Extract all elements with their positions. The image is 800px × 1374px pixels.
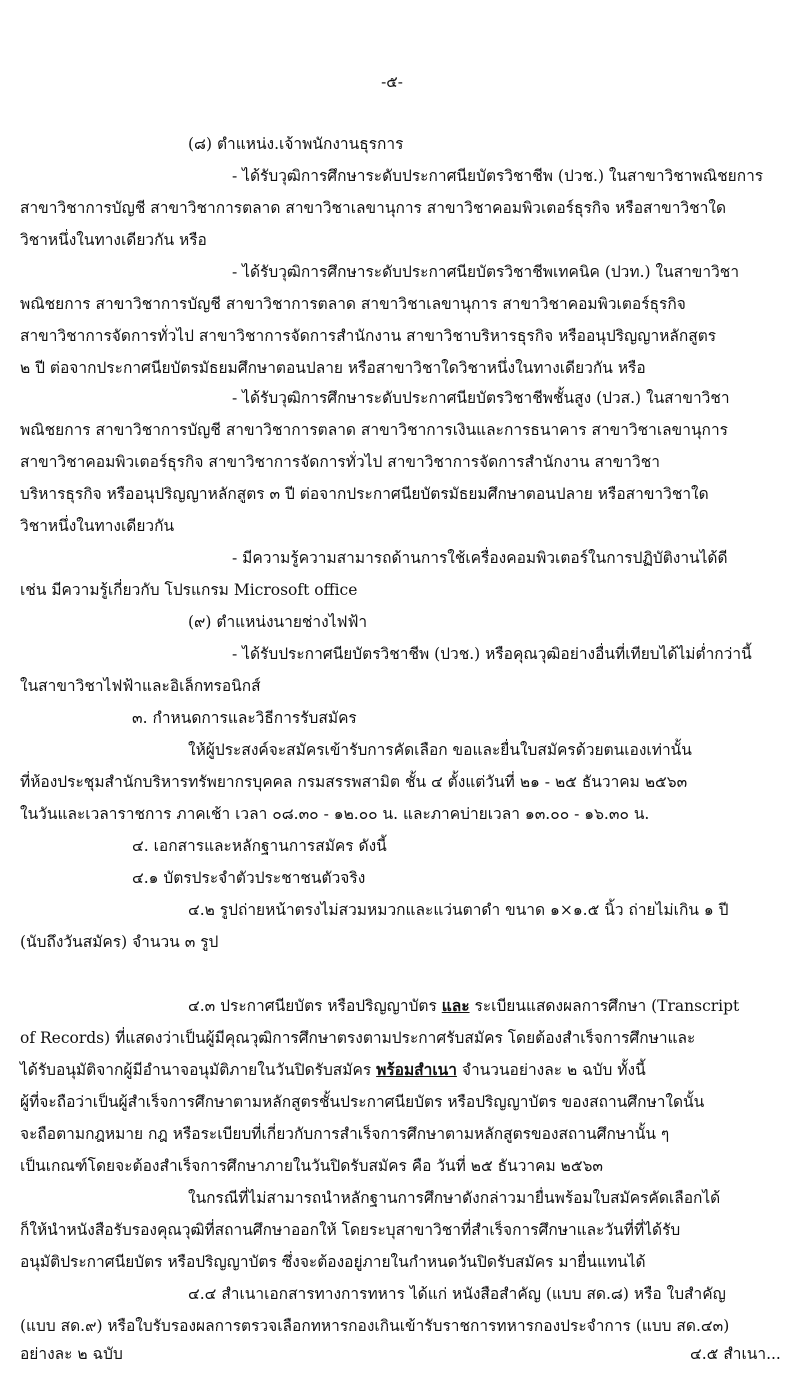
section-9-title: (๙) ตำแหน่งนายช่างไฟฟ้า	[188, 613, 368, 631]
paragraph-line: อย่างละ ๒ ฉบับ	[20, 1345, 123, 1363]
paragraph-line: วิชาหนึ่งในทางเดียวกัน	[20, 517, 175, 535]
page-number: -๕-	[381, 73, 403, 91]
paragraph-line: อนุมัติประกาศนียบัตร หรือปริญญาบัตร ซึ่งจะต้องอยู่ภายในกำหนดวันปิดรับสมัคร มายื่นแทนได้	[20, 1253, 646, 1271]
paragraph-line: สาขาวิชาคอมพิวเตอร์ธุรกิจ สาขาวิชาการจัดการทั่วไป สาขาวิชาการจัดการสำนักงาน สาขาวิชา	[20, 453, 660, 471]
paragraph-line: ก็ให้นำหนังสือรับรองคุณวุฒิที่สถานศึกษาออกให้ โดยระบุสาขาวิชาที่สำเร็จการศึกษาและวันที่ที่ได้รับ	[20, 1221, 681, 1239]
paragraph-line: เช่น มีความรู้เกี่ยวกับ โปรแกรม Microsoft office	[20, 581, 358, 599]
list-item: ๔.๒ รูปถ่ายหน้าตรงไม่สวมหมวกและแว่นตาดำ ขนาด ๑×๑.๕ นิ้ว ถ่ายไม่เกิน ๑ ปี	[188, 901, 729, 919]
paragraph-line: - ได้รับวุฒิการศึกษาระดับประกาศนียบัตรวิชาชีพเทคนิค (ปวท.) ในสาขาวิชา	[232, 263, 740, 281]
paragraph-line: of Records) ที่แสดงว่าเป็นผู้มีคุณวุฒิการศึกษาตรงตามประกาศรับสมัคร โดยต้องสำเร็จการศึกษาและ	[20, 1029, 696, 1047]
text-run: ได้รับอนุมัติจากผู้มีอำนาจอนุมัติภายในวันปิดรับสมัคร	[20, 1061, 377, 1079]
paragraph-line: พณิชยการ สาขาวิชาการบัญชี สาขาวิชาการตลาด สาขาวิชาการเงินและการธนาคาร สาขาวิชาเลขานุการ	[20, 421, 728, 439]
paragraph-line: เป็นเกณฑ์โดยจะต้องสำเร็จการศึกษาภายในวันปิดรับสมัคร คือ วันที่ ๒๕ ธันวาคม ๒๕๖๓	[20, 1157, 604, 1175]
paragraph-line: - มีความรู้ความสามารถด้านการใช้เครื่องคอมพิวเตอร์ในการปฏิบัติงานได้ดี	[232, 549, 728, 567]
paragraph-line: วิชาหนึ่งในทางเดียวกัน หรือ	[20, 231, 207, 249]
paragraph-line: ๒ ปี ต่อจากประกาศนียบัตรมัธยมศึกษาตอนปลาย หรือสาขาวิชาใดวิชาหนึ่งในทางเดียวกัน หรือ	[20, 359, 646, 377]
paragraph-line: ผู้ที่จะถือว่าเป็นผู้สำเร็จการศึกษาตามหลักสูตรชั้นประกาศนียบัตร หรือปริญญาบัตร ของสถานศึกษาใดนั้น	[20, 1093, 705, 1111]
paragraph-line: ให้ผู้ประสงค์จะสมัครเข้ารับการคัดเลือก ขอและยื่นใบสมัครด้วยตนเองเท่านั้น	[188, 741, 692, 759]
paragraph-line: ในวันและเวลาราชการ ภาคเช้า เวลา ๐๘.๓๐ - ๑๒.๐๐ น. และภาคบ่ายเวลา ๑๓.๐๐ - ๑๖.๓๐ น.	[20, 805, 650, 823]
paragraph-line: - ได้รับวุฒิการศึกษาระดับประกาศนียบัตรวิชาชีพชั้นสูง (ปวส.) ในสาขาวิชา	[232, 389, 730, 407]
text-run: จำนวนอย่างละ ๒ ฉบับ ทั้งนี้	[456, 1061, 646, 1079]
paragraph-line: - ได้รับวุฒิการศึกษาระดับประกาศนียบัตรวิชาชีพ (ปวช.) ในสาขาวิชาพณิชยการ	[232, 167, 764, 185]
section-3-title: ๓. กำหนดการและวิธีการรับสมัคร	[132, 709, 357, 727]
paragraph-line: (แบบ สด.๙) หรือใบรับรองผลการตรวจเลือกทหารกองเกินเข้ารับราชการทหารกองประจำการ (แบบ สด.๔๓)	[20, 1317, 730, 1335]
paragraph-line	[20, 1060, 646, 1080]
list-item	[188, 996, 739, 1016]
emphasis-with-copy: พร้อมสำเนา	[376, 1060, 457, 1079]
emphasis-and: และ	[441, 996, 470, 1015]
list-item: ๔.๔ สำเนาเอกสารทางการทหาร ได้แก่ หนังสือสำคัญ (แบบ สด.๘) หรือ ใบสำคัญ	[188, 1285, 726, 1303]
paragraph-line: ในกรณีที่ไม่สามารถนำหลักฐานการศึกษาดังกล่าวมายื่นพร้อมใบสมัครคัดเลือกได้	[188, 1189, 721, 1207]
paragraph-line: สาขาวิชาการบัญชี สาขาวิชาการตลาด สาขาวิชาเลขานุการ สาขาวิชาคอมพิวเตอร์ธุรกิจ หรือสาขาวิชาใด	[20, 199, 727, 217]
text-run: ๔.๓ ประกาศนียบัตร หรือปริญญาบัตร	[188, 997, 442, 1015]
paragraph-line: สาขาวิชาการจัดการทั่วไป สาขาวิชาการจัดการสำนักงาน สาขาวิชาบริหารธุรกิจ หรืออนุปริญญาหลักสูตร	[20, 327, 717, 345]
list-item: ๔.๑ บัตรประจำตัวประชาชนตัวจริง	[132, 869, 366, 887]
section-4-title: ๔. เอกสารและหลักฐานการสมัคร ดังนี้	[132, 837, 387, 855]
paragraph-line: จะถือตามกฎหมาย กฎ หรือระเบียบที่เกี่ยวกับการสำเร็จการศึกษาตามหลักสูตรของสถานศึกษานั้น ๆ	[20, 1125, 670, 1143]
continuation-marker: ๔.๕ สำเนา...	[690, 1345, 781, 1363]
paragraph-line: (นับถึงวันสมัคร) จำนวน ๓ รูป	[20, 933, 219, 951]
paragraph-line: - ได้รับประกาศนียบัตรวิชาชีพ (ปวช.) หรือคุณวุฒิอย่างอื่นที่เทียบได้ไม่ต่ำกว่านี้	[232, 645, 752, 663]
paragraph-line: ที่ห้องประชุมสำนักบริหารทรัพยากรบุคคล กรมสรรพสามิต ชั้น ๔ ตั้งแต่วันที่ ๒๑ - ๒๕ ธันวาคม ๒๕๖๓	[20, 773, 688, 791]
section-8-title: (๘) ตำแหน่ง.เจ้าพนักงานธุรการ	[188, 135, 404, 153]
paragraph-line: ในสาขาวิชาไฟฟ้าและอิเล็กทรอนิกส์	[20, 677, 261, 695]
text-run: ระเบียนแสดงผลการศึกษา (Transcript	[469, 997, 740, 1015]
paragraph-line: บริหารธุรกิจ หรืออนุปริญญาหลักสูตร ๓ ปี ต่อจากประกาศนียบัตรมัธยมศึกษาตอนปลาย หรือสาขาวิชาใด	[20, 485, 709, 503]
paragraph-line: พณิชยการ สาขาวิชาการบัญชี สาขาวิชาการตลาด สาขาวิชาเลขานุการ สาขาวิชาคอมพิวเตอร์ธุรกิจ	[20, 295, 686, 313]
